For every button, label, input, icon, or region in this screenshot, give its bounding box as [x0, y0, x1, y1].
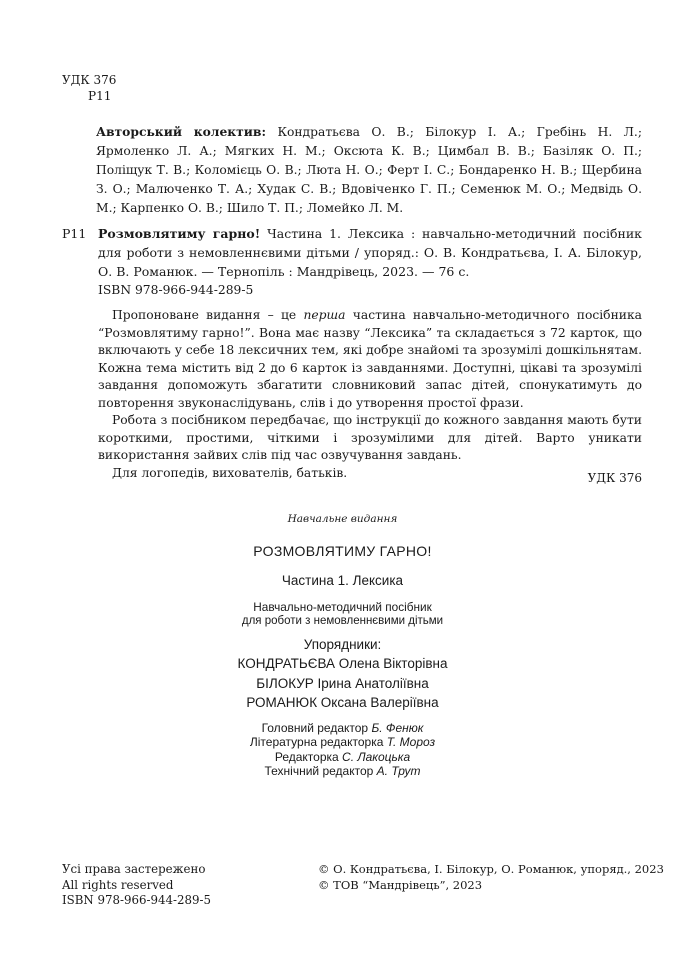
book-title: РОЗМОВЛЯТИМУ ГАРНО!	[253, 543, 432, 559]
bibliographic-text: Частина 1. Лексика : навчально-методичний посібник для роботи з немовленнєвими дітьми / упоряд.: О. В. Кондратьєва, І. А. Білокур, О. В. Романюк. — Тернопіль : Мандрівець, 2023. — 76 с.	[98, 226, 642, 279]
compiler: КОНДРАТЬЄВА Олена Вікторівна	[237, 656, 448, 671]
editor-line	[0, 764, 685, 779]
copyright-compilers: © О. Кондратьєва, І. Білокур, О. Романюк, упоряд., 2023	[318, 862, 664, 876]
editor-role: Редакторка	[274, 749, 343, 764]
abstract	[98, 307, 642, 482]
editor-name: С. Лакоцька	[342, 749, 411, 764]
isbn: ISBN 978-966-944-289-5	[98, 283, 254, 297]
compiler: РОМАНЮК Оксана Валеріївна	[246, 695, 439, 710]
copyright-publisher: © ТОВ “Мандрівець”, 2023	[318, 877, 483, 892]
bibliographic-index: Р11	[62, 226, 87, 241]
abstract-paragraph-1	[98, 307, 642, 412]
abstract-text: Пропоноване видання – це	[112, 308, 304, 322]
book-subtitle-2: для роботи з немовленнєвими дітьми	[241, 615, 444, 627]
editor-name: А. Трут	[376, 764, 421, 778]
udk-code: УДК 376	[62, 73, 117, 87]
editor-name: Т. Мороз	[386, 735, 436, 749]
compiler: БІЛОКУР Ірина Анатоліївна	[256, 675, 429, 691]
udk-index: Р11	[88, 89, 112, 103]
udk-right: УДК 376	[587, 471, 642, 485]
authors-names: Кондратьєва О. В.; Білокур І. А.; Гребінь Н. Л.; Ярмоленко Л. А.; Мягких Н. М.; Оксюта К. В.; Цимбал В. В.; Базіляк О. П.; Поліщук Т. В.; Коломієць О. В.; Люта Н. О.; Ферт І. С.; Бондаренко Н. В.; Щербина З. О.; Малюченко Т. А.; Худак С. В.; Вдовіченко Г. П.; Семенюк М. О.; Медвідь О. М.; Карпенко О. В.; Шило Т. П.; Ломейко Л. М.	[96, 125, 642, 215]
bibliographic-description	[98, 224, 642, 281]
edition-type: Навчальне видання	[287, 513, 398, 525]
authors-collective	[96, 122, 642, 218]
editor-line	[0, 750, 685, 765]
rights-ua: Усі права застережено	[62, 862, 206, 876]
editor-role: Головний редактор	[261, 720, 372, 735]
copyright-block	[318, 862, 664, 893]
book-part: Частина 1. Лексика	[281, 573, 404, 588]
footer-isbn: ISBN 978-966-944-289-5	[62, 893, 211, 907]
editor-line	[0, 735, 685, 750]
audience-note: Для логопедів, вихователів, батьків.	[112, 465, 348, 480]
abstract-emphasis: перша	[303, 308, 346, 322]
editors-list	[0, 721, 685, 779]
abstract-paragraph-2: Робота з посібником передбачає, що інструкції до кожного завдання мають бути короткими, простими, чіткими і зрозумілими для дітей. Варто уникати використання зайвих слів під час озвучування завдань.	[98, 413, 642, 462]
udk-header	[62, 72, 116, 104]
editor-role: Технічний редактор	[264, 764, 377, 778]
rights-en: All rights reserved	[62, 877, 174, 892]
book-subtitle: Навчально-методичний посібник	[253, 600, 432, 614]
imprint-block	[0, 512, 685, 779]
editor-name: Б. Фенюк	[371, 720, 424, 735]
authors-label: Авторський колектив:	[96, 124, 267, 139]
compilers-label: Упорядники:	[303, 637, 382, 652]
abstract-text: частина навчально-методичного посібника “Розмовлятиму гарно!”. Вона має назву “Лексика” та складається з 72 карток, що включають у себе 18 лексичних тем, які добре знайомі та зрозумілі дошкільнятам. Кожна тема містить від 2 до 6 карток із завданнями. Доступні, цікаві та зрозумілі завдання допоможуть збагатити словниковий запас дітей, спонукатимуть до повторення звуконаслідувань, слів і до утворення простої фрази.	[98, 308, 643, 410]
editor-role: Літературна редакторка	[249, 735, 387, 749]
bibliographic-title: Розмовлятиму гарно!	[98, 226, 261, 241]
editor-line	[0, 721, 685, 736]
rights-block	[62, 862, 211, 909]
